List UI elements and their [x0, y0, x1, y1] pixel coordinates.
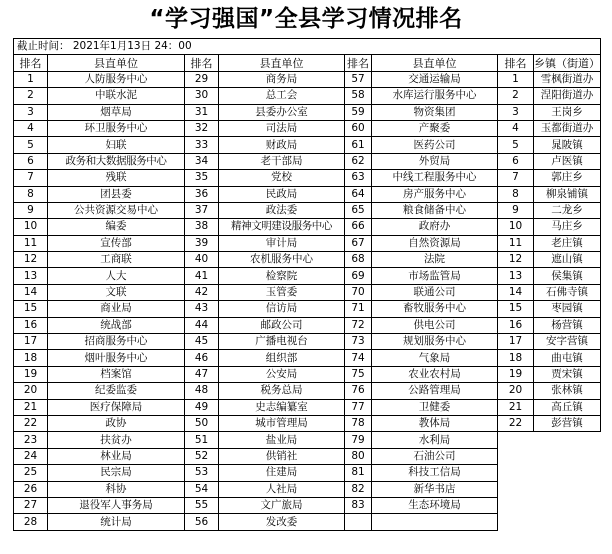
unit-rank-cell: 48: [185, 383, 219, 399]
empty-cell: [534, 514, 601, 530]
unit-name-cell: 中联水泥: [48, 88, 185, 104]
unit-rank-cell: 40: [185, 252, 219, 268]
unit-rank-cell: 13: [14, 268, 48, 284]
town-name-cell: 晁陂镇: [534, 137, 601, 153]
unit-rank-cell: 11: [14, 235, 48, 251]
unit-rank-cell: 51: [185, 432, 219, 448]
unit-rank-cell: 4: [14, 120, 48, 136]
table-row: [14, 497, 601, 513]
unit-rank-cell: 50: [185, 415, 219, 431]
unit-name-cell: 法院: [372, 252, 498, 268]
unit-rank-cell: 32: [185, 120, 219, 136]
unit-name-cell: 精神文明建设服务中心: [219, 219, 345, 235]
unit-rank-cell: 24: [14, 448, 48, 464]
unit-name-cell: 住建局: [219, 465, 345, 481]
unit-name-cell: 统战部: [48, 317, 185, 333]
header-rank-1: 排名: [14, 55, 48, 71]
town-name-cell: 彭营镇: [534, 415, 601, 431]
unit-rank-cell: 41: [185, 268, 219, 284]
table-row: [14, 448, 601, 464]
town-rank-cell: 21: [498, 399, 534, 415]
unit-rank-cell: 36: [185, 186, 219, 202]
town-rank-cell: 12: [498, 252, 534, 268]
unit-name-cell: 组织部: [219, 350, 345, 366]
unit-rank-cell: 59: [345, 104, 372, 120]
table-row: [14, 170, 601, 186]
unit-rank-cell: 54: [185, 481, 219, 497]
unit-rank-cell: 63: [345, 170, 372, 186]
unit-name-cell: 人防服务中心: [48, 71, 185, 87]
town-name-cell: 卢医镇: [534, 153, 601, 169]
unit-rank-cell: 21: [14, 399, 48, 415]
town-name-cell: 贾宋镇: [534, 366, 601, 382]
unit-name-cell: 审计局: [219, 235, 345, 251]
unit-name-cell: 党校: [219, 170, 345, 186]
unit-rank-cell: 60: [345, 120, 372, 136]
unit-rank-cell: 70: [345, 284, 372, 300]
unit-name-cell: 商业局: [48, 301, 185, 317]
table-row: [14, 317, 601, 333]
unit-name-cell: 烟草局: [48, 104, 185, 120]
unit-name-cell: 科协: [48, 481, 185, 497]
unit-name-cell: 畜牧服务中心: [372, 301, 498, 317]
unit-name-cell: 卫健委: [372, 399, 498, 415]
empty-cell: [498, 481, 534, 497]
unit-rank-cell: 46: [185, 350, 219, 366]
table-row: [14, 252, 601, 268]
town-name-cell: 枣园镇: [534, 301, 601, 317]
unit-rank-cell: 28: [14, 514, 48, 530]
town-rank-cell: 8: [498, 186, 534, 202]
table-row: [14, 153, 601, 169]
town-name-cell: 杨营镇: [534, 317, 601, 333]
page-title: “学习强国”全县学习情况排名: [149, 6, 463, 32]
empty-cell: [534, 481, 601, 497]
unit-rank-cell: 56: [185, 514, 219, 530]
town-name-cell: 高丘镇: [534, 399, 601, 415]
empty-cell: [498, 432, 534, 448]
unit-name-cell: 教体局: [372, 415, 498, 431]
empty-cell: [498, 497, 534, 513]
unit-rank-cell: 57: [345, 71, 372, 87]
unit-rank-cell: 67: [345, 235, 372, 251]
town-rank-cell: 18: [498, 350, 534, 366]
header-unit-3: 县直单位: [372, 55, 498, 71]
town-name-cell: 遮山镇: [534, 252, 601, 268]
unit-name-cell: 民宗局: [48, 465, 185, 481]
unit-rank-cell: 10: [14, 219, 48, 235]
unit-name-cell: 城市管理局: [219, 415, 345, 431]
unit-rank-cell: 39: [185, 235, 219, 251]
unit-name-cell: 供电公司: [372, 317, 498, 333]
unit-name-cell: 供销社: [219, 448, 345, 464]
unit-rank-cell: 66: [345, 219, 372, 235]
unit-rank-cell: 79: [345, 432, 372, 448]
unit-rank-cell: 69: [345, 268, 372, 284]
header-unit-1: 县直单位: [48, 55, 185, 71]
town-name-cell: 涅阳街道办: [534, 88, 601, 104]
unit-rank-cell: 61: [345, 137, 372, 153]
unit-name-cell: 盐业局: [219, 432, 345, 448]
unit-name-cell: 县委办公室: [219, 104, 345, 120]
unit-rank-cell: 52: [185, 448, 219, 464]
town-rank-cell: 10: [498, 219, 534, 235]
town-rank-cell: 11: [498, 235, 534, 251]
town-name-cell: 张林镇: [534, 383, 601, 399]
unit-name-cell: 农机服务中心: [219, 252, 345, 268]
unit-name-cell: 联通公司: [372, 284, 498, 300]
unit-rank-cell: 55: [185, 497, 219, 513]
town-rank-cell: 15: [498, 301, 534, 317]
table-row: [14, 268, 601, 284]
town-name-cell: 玉都街道办: [534, 120, 601, 136]
unit-name-cell: 司法局: [219, 120, 345, 136]
header-row: [14, 55, 601, 71]
unit-name-cell: 生态环境局: [372, 497, 498, 513]
unit-name-cell: 产聚委: [372, 120, 498, 136]
unit-name-cell: 政府办: [372, 219, 498, 235]
unit-name-cell: 文联: [48, 284, 185, 300]
table-row: [14, 137, 601, 153]
empty-cell: [372, 514, 498, 530]
unit-rank-cell: 6: [14, 153, 48, 169]
unit-name-cell: 信访局: [219, 301, 345, 317]
unit-name-cell: 残联: [48, 170, 185, 186]
unit-rank-cell: 81: [345, 465, 372, 481]
unit-rank-cell: 5: [14, 137, 48, 153]
table-row: [14, 366, 601, 382]
unit-name-cell: 公安局: [219, 366, 345, 382]
unit-rank-cell: 43: [185, 301, 219, 317]
table-row: [14, 432, 601, 448]
unit-name-cell: 医药公司: [372, 137, 498, 153]
unit-name-cell: 妇联: [48, 137, 185, 153]
unit-name-cell: 环卫服务中心: [48, 120, 185, 136]
unit-name-cell: 林业局: [48, 448, 185, 464]
unit-name-cell: 水库运行服务中心: [372, 88, 498, 104]
header-rank-3: 排名: [345, 55, 372, 71]
unit-name-cell: 民政局: [219, 186, 345, 202]
unit-rank-cell: 49: [185, 399, 219, 415]
table-row: [14, 186, 601, 202]
unit-rank-cell: 78: [345, 415, 372, 431]
unit-rank-cell: 23: [14, 432, 48, 448]
unit-rank-cell: 64: [345, 186, 372, 202]
unit-name-cell: 史志编纂室: [219, 399, 345, 415]
header-rank-2: 排名: [185, 55, 219, 71]
unit-rank-cell: 35: [185, 170, 219, 186]
table-row: [14, 383, 601, 399]
town-rank-cell: 17: [498, 334, 534, 350]
town-rank-cell: 4: [498, 120, 534, 136]
town-name-cell: 柳泉铺镇: [534, 186, 601, 202]
unit-rank-cell: 72: [345, 317, 372, 333]
unit-rank-cell: 83: [345, 497, 372, 513]
empty-cell: [534, 497, 601, 513]
town-name-cell: 郭庄乡: [534, 170, 601, 186]
header-unit-2: 县直单位: [219, 55, 345, 71]
unit-name-cell: 税务总局: [219, 383, 345, 399]
unit-rank-cell: 17: [14, 334, 48, 350]
table-row: [14, 88, 601, 104]
table-row: [14, 284, 601, 300]
unit-name-cell: 市场监管局: [372, 268, 498, 284]
table-row: [14, 120, 601, 136]
unit-rank-cell: 71: [345, 301, 372, 317]
unit-name-cell: 中线工程服务中心: [372, 170, 498, 186]
unit-name-cell: 公路管理局: [372, 383, 498, 399]
unit-rank-cell: 20: [14, 383, 48, 399]
unit-name-cell: 老干部局: [219, 153, 345, 169]
town-name-cell: 安字营镇: [534, 334, 601, 350]
unit-rank-cell: 38: [185, 219, 219, 235]
town-rank-cell: 6: [498, 153, 534, 169]
town-rank-cell: 5: [498, 137, 534, 153]
town-name-cell: 雪枫街道办: [534, 71, 601, 87]
unit-name-cell: 新华书店: [372, 481, 498, 497]
unit-name-cell: 工商联: [48, 252, 185, 268]
unit-name-cell: 物资集团: [372, 104, 498, 120]
town-rank-cell: 9: [498, 202, 534, 218]
table-row: [14, 350, 601, 366]
table-row: [14, 104, 601, 120]
unit-rank-cell: 75: [345, 366, 372, 382]
unit-name-cell: 石油公司: [372, 448, 498, 464]
header-rank-4: 排名: [498, 55, 534, 71]
unit-rank-cell: 68: [345, 252, 372, 268]
unit-name-cell: 档案馆: [48, 366, 185, 382]
unit-rank-cell: 18: [14, 350, 48, 366]
unit-name-cell: 烟叶服务中心: [48, 350, 185, 366]
unit-name-cell: 邮政公司: [219, 317, 345, 333]
town-rank-cell: 20: [498, 383, 534, 399]
town-rank-cell: 13: [498, 268, 534, 284]
unit-name-cell: 农业农村局: [372, 366, 498, 382]
table-row: [14, 514, 601, 530]
unit-rank-cell: 37: [185, 202, 219, 218]
unit-name-cell: 外贸局: [372, 153, 498, 169]
empty-cell: [534, 432, 601, 448]
unit-rank-cell: 31: [185, 104, 219, 120]
town-name-cell: 王岗乡: [534, 104, 601, 120]
unit-rank-cell: 76: [345, 383, 372, 399]
unit-name-cell: 扶贫办: [48, 432, 185, 448]
unit-rank-cell: 22: [14, 415, 48, 431]
unit-rank-cell: 19: [14, 366, 48, 382]
unit-rank-cell: 45: [185, 334, 219, 350]
unit-rank-cell: 14: [14, 284, 48, 300]
unit-rank-cell: 30: [185, 88, 219, 104]
unit-rank-cell: 34: [185, 153, 219, 169]
town-name-cell: 曲屯镇: [534, 350, 601, 366]
town-rank-cell: 16: [498, 317, 534, 333]
table-row: [14, 301, 601, 317]
unit-name-cell: 纪委监委: [48, 383, 185, 399]
empty-cell: [498, 465, 534, 481]
unit-rank-cell: 82: [345, 481, 372, 497]
unit-rank-cell: 33: [185, 137, 219, 153]
unit-rank-cell: 53: [185, 465, 219, 481]
unit-name-cell: 文广旅局: [219, 497, 345, 513]
table-row: [14, 465, 601, 481]
unit-rank-cell: 3: [14, 104, 48, 120]
unit-rank-cell: 9: [14, 202, 48, 218]
empty-cell: [498, 514, 534, 530]
unit-name-cell: 退役军人事务局: [48, 497, 185, 513]
town-rank-cell: 19: [498, 366, 534, 382]
unit-name-cell: 财政局: [219, 137, 345, 153]
town-rank-cell: 14: [498, 284, 534, 300]
unit-rank-cell: 73: [345, 334, 372, 350]
town-name-cell: 石佛寺镇: [534, 284, 601, 300]
unit-name-cell: 商务局: [219, 71, 345, 87]
unit-name-cell: 人大: [48, 268, 185, 284]
deadline-text: 截止时间： 2021年1月13日 24：00: [14, 39, 601, 55]
unit-rank-cell: 74: [345, 350, 372, 366]
unit-name-cell: 总工会: [219, 88, 345, 104]
unit-name-cell: 统计局: [48, 514, 185, 530]
unit-rank-cell: 1: [14, 71, 48, 87]
unit-rank-cell: 47: [185, 366, 219, 382]
unit-rank-cell: 15: [14, 301, 48, 317]
unit-name-cell: 科技工信局: [372, 465, 498, 481]
empty-cell: [345, 514, 372, 530]
unit-rank-cell: 12: [14, 252, 48, 268]
town-rank-cell: 1: [498, 71, 534, 87]
unit-rank-cell: 27: [14, 497, 48, 513]
table-row: [14, 334, 601, 350]
unit-rank-cell: 29: [185, 71, 219, 87]
unit-name-cell: 医疗保障局: [48, 399, 185, 415]
unit-rank-cell: 44: [185, 317, 219, 333]
town-rank-cell: 2: [498, 88, 534, 104]
empty-cell: [498, 448, 534, 464]
empty-cell: [534, 448, 601, 464]
header-town: 乡镇（街道）: [534, 56, 600, 70]
unit-name-cell: 编委: [48, 219, 185, 235]
table-row: [14, 399, 601, 415]
town-rank-cell: 22: [498, 415, 534, 431]
town-rank-cell: 7: [498, 170, 534, 186]
table-row: [14, 415, 601, 431]
unit-name-cell: 政务和大数据服务中心: [48, 153, 185, 169]
unit-rank-cell: 26: [14, 481, 48, 497]
unit-name-cell: 检察院: [219, 268, 345, 284]
town-name-cell: 侯集镇: [534, 268, 601, 284]
ranking-table: [13, 38, 601, 531]
table-row: [14, 202, 601, 218]
unit-rank-cell: 25: [14, 465, 48, 481]
unit-rank-cell: 65: [345, 202, 372, 218]
table-row: [14, 219, 601, 235]
unit-name-cell: 宣传部: [48, 235, 185, 251]
unit-name-cell: 招商服务中心: [48, 334, 185, 350]
unit-rank-cell: 80: [345, 448, 372, 464]
town-name-cell: 二龙乡: [534, 202, 601, 218]
unit-rank-cell: 42: [185, 284, 219, 300]
unit-rank-cell: 2: [14, 88, 48, 104]
town-name-cell: 老庄镇: [534, 235, 601, 251]
unit-rank-cell: 16: [14, 317, 48, 333]
unit-name-cell: 气象局: [372, 350, 498, 366]
town-name-cell: 马庄乡: [534, 219, 601, 235]
unit-name-cell: 广播电视台: [219, 334, 345, 350]
unit-name-cell: 水利局: [372, 432, 498, 448]
unit-name-cell: 团县委: [48, 186, 185, 202]
unit-name-cell: 交通运输局: [372, 71, 498, 87]
unit-rank-cell: 8: [14, 186, 48, 202]
table-row: [14, 71, 601, 87]
unit-rank-cell: 77: [345, 399, 372, 415]
unit-name-cell: 自然资源局: [372, 235, 498, 251]
unit-name-cell: 玉管委: [219, 284, 345, 300]
unit-name-cell: 粮食储备中心: [372, 202, 498, 218]
unit-rank-cell: 7: [14, 170, 48, 186]
unit-rank-cell: 58: [345, 88, 372, 104]
empty-cell: [534, 465, 601, 481]
unit-rank-cell: 62: [345, 153, 372, 169]
unit-name-cell: 规划服务中心: [372, 334, 498, 350]
unit-name-cell: 发改委: [219, 514, 345, 530]
unit-name-cell: 政法委: [219, 202, 345, 218]
town-rank-cell: 3: [498, 104, 534, 120]
unit-name-cell: 公共资源交易中心: [48, 202, 185, 218]
table-row: [14, 481, 601, 497]
unit-name-cell: 人社局: [219, 481, 345, 497]
unit-name-cell: 房产服务中心: [372, 186, 498, 202]
unit-name-cell: 政协: [48, 415, 185, 431]
table-row: [14, 235, 601, 251]
